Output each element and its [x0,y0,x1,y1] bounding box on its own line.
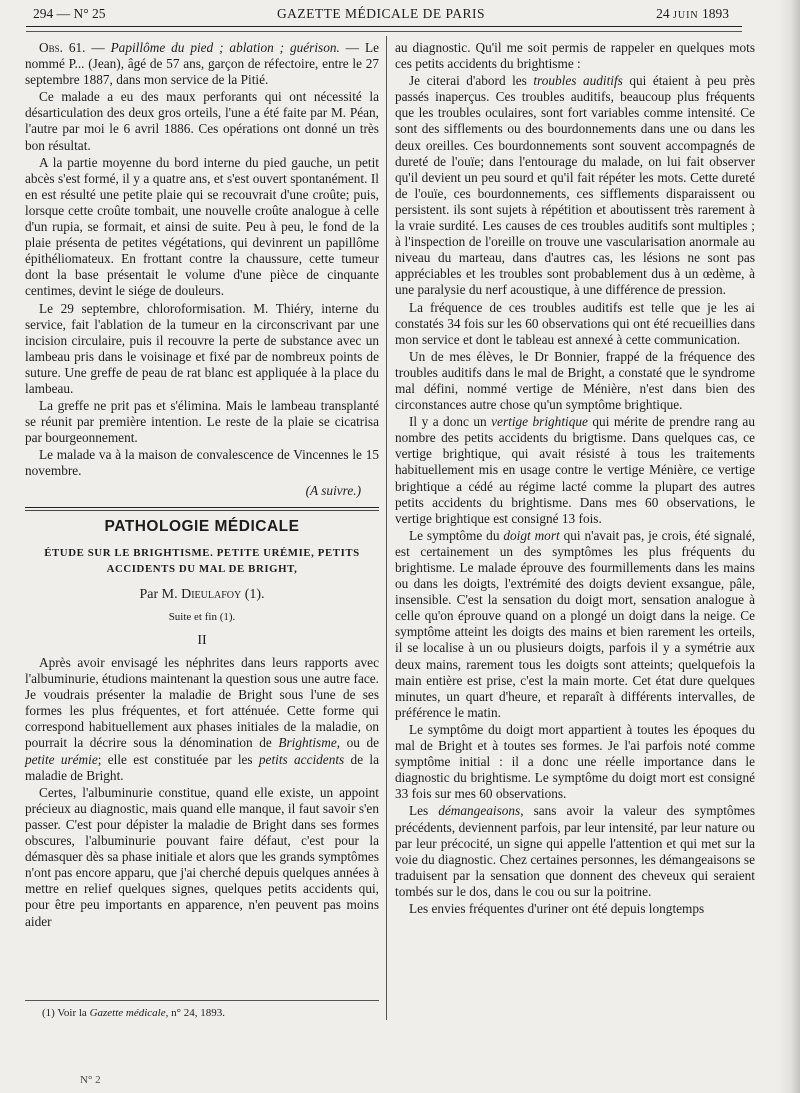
paragraph [395,73,755,298]
author-name: Dieulafoy [181,586,242,602]
author-prefix: Par M. [139,586,178,602]
text-run: Les [409,803,429,819]
text-run: qui n'avait pas, je crois, été signalé, est certainement un des symptômes les plus fréquents du brightisme. Le malade éprouve des fourmillements dans les mains ou dans les doigts, l'extrémité des doigts devient exsangue, pâle, insensible. C'est la sensation du doigt mort, sensation analogue à celle qu'on éprouve quand on a plongé un doigt dans la neige. Ce symptôme atteint les doigts des mains et bien rarement les orteils, il se localise à un ou plusieurs doigts, parfois il y a symétrie aux deux mains, rarement tous les doigts sont atteints; quelquefois la main entière est prise, c'est la main morte. Cet état dure quelques minutes, un quart d'heure, et reparaît à différents intervalles, de préférence le matin. [395,527,756,720]
text-run: , sans avoir la valeur des symptômes précédents, deviennent parfois, par leur intensité, par leur nature ou par leur précocité, un signe qui appelle l'attention et qui met sur la voie du diagnostic. Chez certaines personnes, les démangeaisons se traduisent par la sensation que donnent des cheveux qui seraient tombés sur le dos, dans le cou ou sur la poitrine. [395,803,755,899]
text-run: de la maladie de Bright. [25,751,379,783]
obs-label: Obs. 61. — [39,40,105,55]
printer-signature: N° 2 [80,1074,101,1086]
text-run: Il y a donc un [409,414,487,430]
term-brightisme: Brightisme [278,735,337,751]
paragraph: Un de mes élèves, le Dr Bonnier, frappé de la fréquence des troubles auditifs dans le mal de Bright, a constaté que le syndrome mal défini, nommé vertige de Ménière, n'est dans bien des circonstances autre chose qu'un symptôme brightique. [395,348,755,413]
paragraph: A la partie moyenne du bord interne du pied gauche, un petit abcès s'est formé, il y a quatre ans, et s'est ouvert spontanément. Il en est résulté une petite plaie qui se recouvrait d'une croûte; puis, lorsque cette croûte tombait, une nouvelle croûte analogue à celle d'un rupia, se formait, et ainsi de suite. Peu à peu, le fond de la plaie présenta de petites végétations, qui devinrent un papillôme épithéliomateux. En frottant contre la chaussure, cette tumeur dont la base présentait le volume d'une pièce de cinquante centimes, devint le siége de douleurs. [25,154,379,299]
article-title: ÉTUDE SUR LE BRIGHTISME. PETITE URÉMIE, PETITS ACCIDENTS DU MAL DE BRIGHT, [44,546,360,575]
header-rule [26,26,742,27]
section-title: PATHOLOGIE MÉDICALE [104,517,300,535]
journal-title: GAZETTE MÉDICALE DE PARIS [276,6,486,21]
paragraph [25,655,379,784]
term-troubles-auditifs: troubles auditifs [533,73,623,89]
section-number: II [197,632,207,648]
text-run: qui étaient à peu près passés inaperçus. Ces troubles auditifs, beaucoup plus fréquents que les troubles oculaires, sont fort variables comme intensité. Ce sont des sifflements ou des bourdonnements dans une ou dans les deux oreilles. Ces bourdonnements sont souvent accompagnés de dureté de l'ouïe; dans l'entourage du malade, on lui fait observer qu'il devient un peu sourd et qu'il fait répéter les mots. Cette dureté de l'ouïe, ces bourdonnements, ces sifflements disparaissent ou persistent. ils sont sujets à répétition et aboutissent très rarement à la vraie surdité. Les causes de ces troubles auditifs sont multiples ; à l'inspection de l'oreille on trouve une vascularisation anormale au niveau du marteau, dans d'autres cas, les lésions ne sont pas appréciables et les troubles sont probablement dus à un œdème, à une paralysie du nerf acoustique, à une différence de pression. [395,73,755,298]
header-rule-thin [26,31,742,32]
issue-date [656,6,729,22]
column-divider [386,36,387,1020]
text-run: (1) Voir la [42,1007,87,1019]
paragraph [395,803,755,900]
issue-month: JUIN [672,10,699,21]
term-petits-accidents: petits accidents [258,751,345,767]
paragraph: Le 29 septembre, chloroformisation. M. Thiéry, interne du service, fait l'ablation de la tumeur en la circonscrivant par une incision circulaire, puis il recouvre la perte de substance avec un lambeau pris dans le voisinage et fixé par de nombreux points de suture. Une greffe de peau de rat blanc est appliquée à la place du lambeau. [25,300,379,396]
text-run: Je citerai d'abord les [409,73,527,89]
paragraph [395,414,755,527]
text-run: ; elle est constituée par les [97,751,253,767]
page-header [33,6,729,24]
paragraph: La fréquence de ces troubles auditifs est telle que je les ai constatés 34 fois sur les 60 observations qui ont été recueillies dans mon service et dont le tableau est annexé à cette communication. [395,299,755,347]
page-edge-shadow [778,0,800,1093]
paragraph: Le malade va à la maison de convalescence de Vincennes le 15 novembre. [25,447,379,479]
article-author [25,587,379,603]
page-number: 294 — N° 25 [33,6,106,21]
paragraph: La greffe ne prit pas et s'élimina. Mais le lambeau transplanté se réunit par première intention. Le reste de la plaie se cicatrisa par bourgeonnement. [25,398,379,446]
to-be-continued: (A suivre.) [305,482,361,498]
paragraph: Ce malade a eu des maux perforants qui ont nécessité la désarticulation des deux gros orteils, l'une a été faite par M. Péan, l'autre par moi le 6 avril 1886. Ces opérations ont donné un très bon résultat. [25,89,379,153]
term-demangeaisons: démangeaisons [438,803,521,819]
right-column [395,40,755,917]
paragraph: au diagnostic. Qu'il me soit permis de rappeler en quelques mots ces petits accidents du brightisme : [395,40,755,72]
paragraph: Les envies fréquentes d'uriner ont été depuis longtemps [409,900,705,916]
author-note: (1). [244,586,265,602]
paragraph: Certes, l'albuminurie constitue, quand elle existe, un appoint précieux au diagnostic, mais quand elle manque, il faut savoir s'en passer. C'est pour dépister la maladie de Bright dans ses formes obscures, l'albuminurie pouvant faire défaut, c'est pour la démasquer dès sa phase initiale et alors que les grands symptômes n'ont pas encore apparu, que j'ai cherché depuis quelques années à mettre en relief quelques signes, quelques petits accidents qui, pour être peu importants en apparence, n'en peuvent pas moins aider [25,784,379,929]
term-doigt-mort: doigt mort [503,527,560,543]
text-run: , ou de [336,735,380,751]
text-run: Le symptôme du [409,527,500,543]
obs-rest: — Le nommé P... (Jean), âgé de 57 ans, garçon de réfectoire, entre le 27 septembre 1887, dans mon service de la Pitié. [25,40,379,88]
term-petite-uremie: petite urémie [25,751,98,767]
issue-day: 24 [656,6,670,21]
article-continuation: Suite et fin (1). [168,610,236,623]
paragraph: Le symptôme du doigt mort appartient à toutes les époques du mal de Bright et à toutes ses formes. Je l'ai parfois noté comme symptôme initial : il a donc une réelle importance dans le diagnostic du brightisme. Le symptôme du doigt mort est consigné 33 fois sur mes 60 observations. [395,721,755,802]
footnote-rule [25,1000,379,1001]
paragraph [395,528,755,721]
observation-heading [25,40,379,88]
term-vertige-brightique: vertige brightique [491,414,588,430]
footnote [42,1007,382,1019]
text-run: Après avoir envisagé les néphrites dans leurs rapports avec l'albuminurie, étudions maintenant la question sous une autre face. Je voudrais présenter la maladie de Bright sous l'une de ses formes les plus fréquentes, et fort atténuée. Cette forme qui correspond habituellement aux phases initiales de la maladie, on pourrait la décrire sous la dénomination de [25,655,379,751]
section-rule-thin [25,510,379,511]
text-run: , n° 24, 1893. [165,1007,226,1019]
text-run: qui mérite de prendre rang au nombre des petits accidents du brigtisme. Dans quelques cas, ce vertige brightique, qui avait résisté à tous les traitements habituellement mis en usage contre le vertige Ménière, ce vertige brightique a cédé au régime lacté comme la plupart des autres petits accidents du brightisme. Dans mes 60 observations, le vertige brightique est consigné 13 fois. [395,414,755,526]
section-rule [25,507,379,508]
footnote-journal: Gazette médicale [89,1007,166,1019]
left-column [25,40,379,930]
issue-year: 1893 [702,6,729,21]
obs-title: Papillôme du pied ; ablation ; guérison. [110,40,340,55]
